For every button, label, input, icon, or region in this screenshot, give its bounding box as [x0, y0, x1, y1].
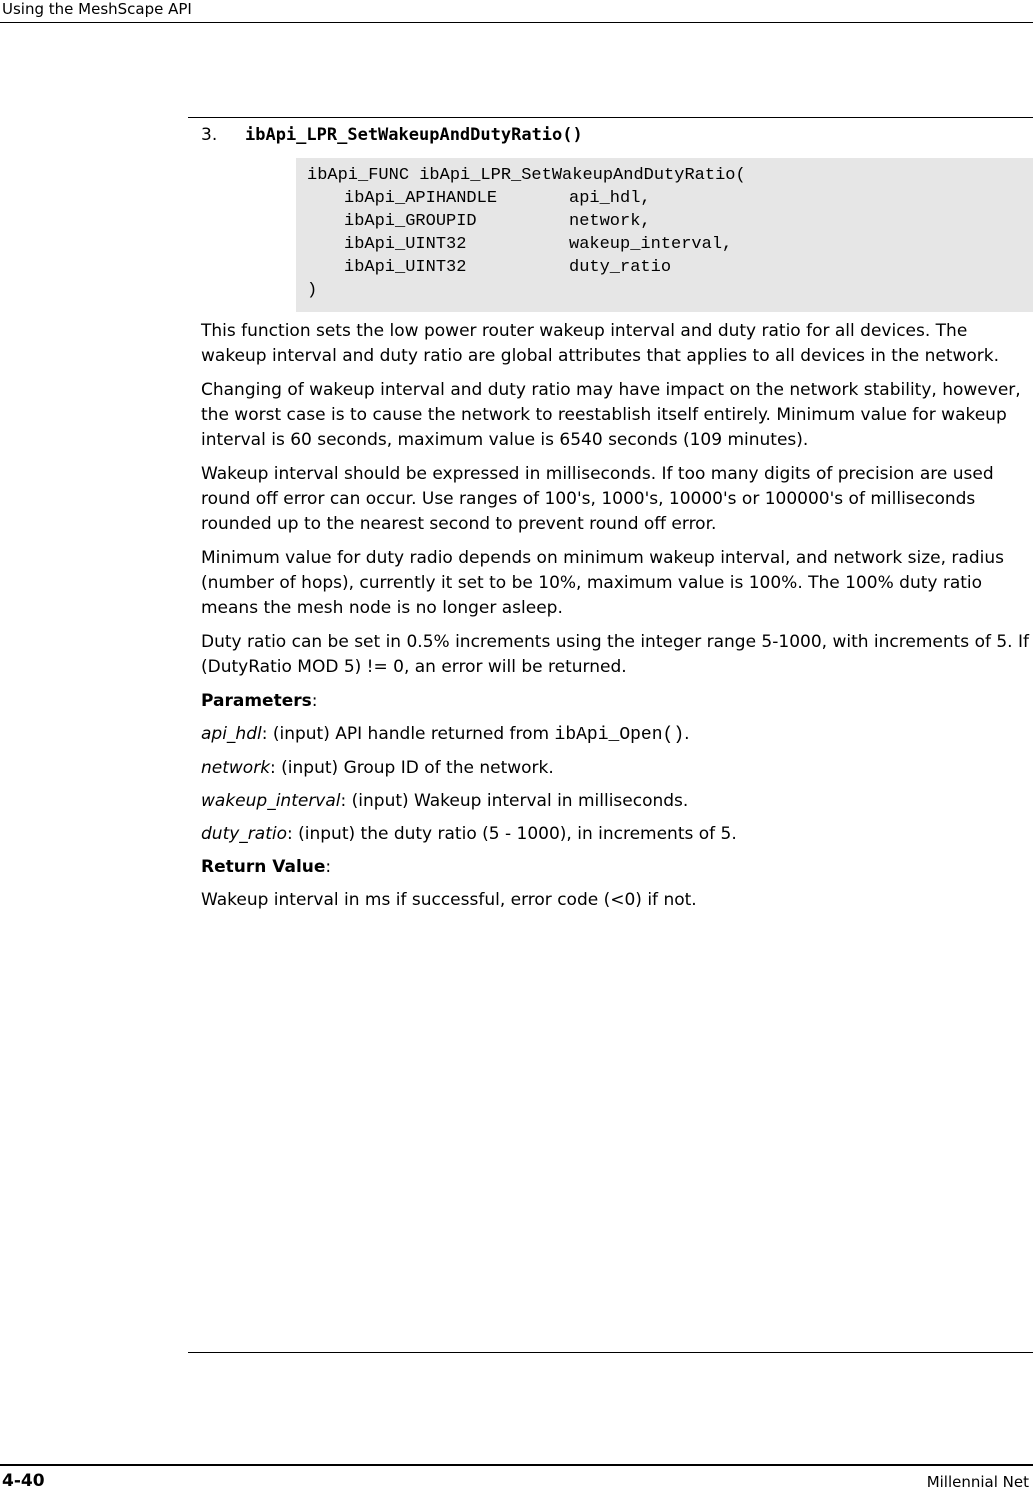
- paragraph: Changing of wakeup interval and duty ratio may have impact on the network stability, however, the worst case is to cause the network to reestablish itself entirely. Minimum value for wakeup interval is 60 seconds, maximum value is 6540 seconds (109 minutes).: [201, 380, 1021, 450]
- param-type: ibApi_GROUPID: [344, 212, 477, 231]
- return-value-text: Wakeup interval in ms if successful, error code (<0) if not.: [201, 890, 697, 910]
- return-value-heading: Return Value:: [201, 857, 332, 877]
- item-number: 3.: [201, 125, 218, 145]
- parameter-item: [201, 789, 1029, 814]
- param-name: api_hdl,: [569, 189, 651, 208]
- paragraph: Duty ratio can be set in 0.5% increments using the integer range 5-1000, with increments of 5. If (DutyRatio MOD 5) != 0, an error will be returned.: [201, 632, 1029, 677]
- param-type: ibApi_UINT32: [344, 258, 467, 277]
- parameter-desc: : (input) API handle returned from: [261, 724, 555, 744]
- code-param-line: [307, 187, 1033, 210]
- parameter-name: duty_ratio: [201, 824, 287, 844]
- param-type: ibApi_APIHANDLE: [344, 189, 498, 208]
- param-name: wakeup_interval,: [569, 235, 733, 254]
- parameter-name: network: [201, 758, 271, 778]
- param-name: duty_ratio: [569, 258, 672, 277]
- content-bottom-rule: [188, 1352, 1033, 1353]
- code-signature-line: ibApi_FUNC ibApi_LPR_SetWakeupAndDutyRatio(: [307, 166, 746, 185]
- body-text: [201, 319, 1029, 922]
- parameter-desc: : (input) Group ID of the network.: [270, 758, 554, 778]
- param-name: network,: [569, 212, 651, 231]
- paragraph: Wakeup interval should be expressed in milliseconds. If too many digits of precision are used round off error can occur. Use ranges of 100's, 1000's, 10000's or 100000's of milliseconds rounded up to the nearest second to prevent round off error.: [201, 464, 994, 534]
- parameter-item: [201, 756, 1029, 781]
- param-type: ibApi_UINT32: [344, 235, 467, 254]
- code-closing-line: ): [307, 281, 318, 300]
- page-number: 4-40: [2, 1471, 45, 1491]
- header-rule: [0, 22, 1033, 23]
- code-param-line: [307, 233, 1033, 256]
- parameter-name: wakeup_interval: [201, 791, 341, 811]
- parameter-item: [201, 822, 1029, 847]
- paragraph: Minimum value for duty radio depends on minimum wakeup interval, and network size, radius (number of hops), currently it set to be 10%, maximum value is 100%. The 100% duty ratio means the mesh node is no longer asleep.: [201, 548, 1004, 618]
- item-heading: [201, 124, 583, 146]
- parameters-label: Parameters: [201, 691, 312, 711]
- function-name: ibApi_LPR_SetWakeupAndDutyRatio(): [245, 125, 583, 145]
- code-param-line: [307, 210, 1033, 233]
- footer-rule: [0, 1464, 1033, 1466]
- running-header: Using the MeshScape API: [2, 0, 192, 18]
- parameters-heading: Parameters:: [201, 691, 318, 711]
- content-top-rule: [188, 117, 1033, 118]
- inline-code: ibApi_Open(): [554, 725, 685, 745]
- parameter-name: api_hdl: [201, 724, 262, 744]
- paragraph: This function sets the low power router wakeup interval and duty ratio for all devices. The wakeup interval and duty ratio are global attributes that applies to all devices in the network.: [201, 321, 1000, 366]
- code-param-line: [307, 256, 1033, 279]
- parameter-item: api_hdl: (input) API handle returned from ibApi_Open().: [201, 724, 690, 745]
- parameter-desc: : (input) Wakeup interval in milliseconds.: [340, 791, 689, 811]
- return-value-label: Return Value: [201, 857, 326, 877]
- code-block: [296, 158, 1033, 312]
- parameter-desc: : (input) the duty ratio (5 - 1000), in increments of 5.: [287, 824, 737, 844]
- publisher-name: Millennial Net: [926, 1473, 1029, 1491]
